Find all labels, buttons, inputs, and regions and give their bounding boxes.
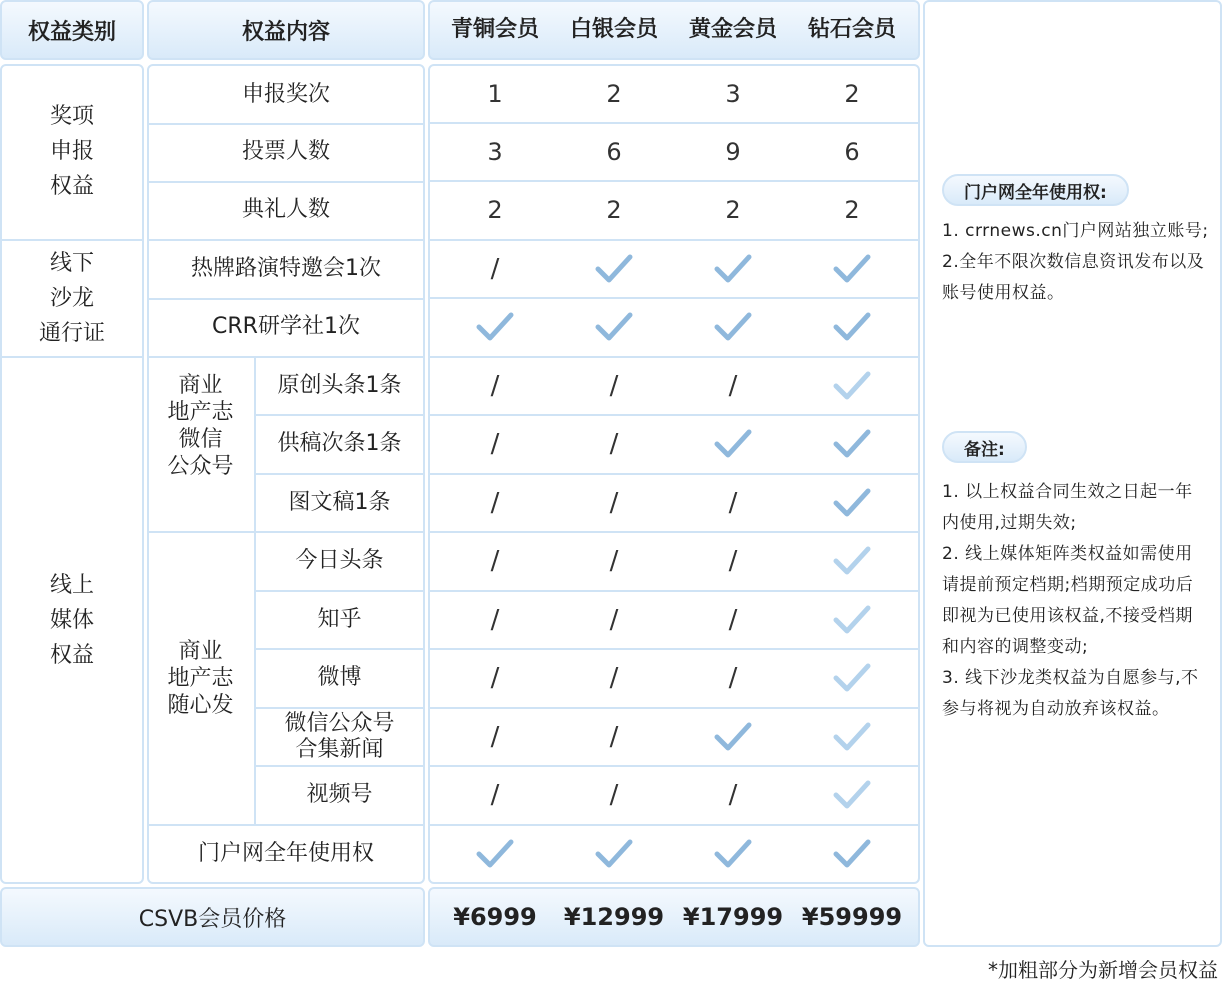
row-label: 热牌路演特邀会1次 [191, 256, 381, 282]
check-icon [793, 415, 911, 473]
not-included-mark: / [728, 546, 738, 576]
row-label: 图文稿1条 [288, 489, 391, 515]
price-silver: ¥12999 [563, 903, 665, 931]
header-category [0, 0, 144, 60]
check-icon [793, 591, 911, 648]
check-icon [793, 766, 911, 824]
tier-gold: 黄金会员 [688, 17, 777, 43]
not-included-mark: / [609, 546, 619, 576]
portal-title: 门户网全年使用权: [964, 182, 1107, 203]
price-values-box [428, 887, 920, 947]
category-award: 奖项 申报 权益 [49, 104, 94, 199]
footnote: *加粗部分为新增会员权益 [988, 958, 1218, 982]
notes-title-pill [942, 431, 1027, 463]
tier-bronze: 青铜会员 [450, 17, 539, 43]
check-icon [674, 415, 792, 473]
check-icon [555, 298, 673, 356]
row-label: 视频号 [306, 782, 373, 808]
not-included-mark: / [490, 780, 500, 810]
row-label: 典礼人数 [241, 197, 330, 223]
price-gold: ¥17999 [682, 903, 784, 931]
not-included-mark: / [609, 721, 619, 752]
row-label: 微博 [317, 665, 362, 691]
count-value: 9 [725, 138, 741, 166]
not-included-mark: / [490, 370, 500, 401]
price-label: CSVB会员价格 [138, 906, 287, 932]
check-icon [793, 649, 911, 707]
row-label: 今日头条 [295, 548, 384, 574]
not-included-mark: / [728, 370, 738, 401]
sidebar-panel [923, 0, 1222, 947]
check-icon [555, 240, 673, 298]
not-included-mark: / [728, 487, 738, 518]
check-icon [793, 240, 911, 298]
not-included-mark: / [490, 429, 500, 459]
check-icon [674, 708, 792, 765]
check-icon [674, 825, 792, 883]
count-value: 2 [487, 196, 503, 224]
count-value: 6 [844, 138, 860, 166]
price-label-box [0, 887, 425, 947]
group-random: 商业 地产志 随心发 [167, 639, 234, 718]
group-wechat: 商业 地产志 微信 公众号 [167, 373, 234, 479]
row-label: 微信公众号 合集新闻 [284, 710, 395, 762]
price-bronze: ¥6999 [453, 903, 537, 931]
count-value: 6 [606, 138, 622, 166]
not-included-mark: / [490, 546, 500, 576]
row-label: 门户网全年使用权 [197, 840, 374, 866]
category-online: 线上 媒体 权益 [49, 573, 94, 668]
check-icon [436, 825, 554, 883]
price-diamond: ¥59999 [801, 903, 903, 931]
row-label: 供稿次条1条 [277, 431, 402, 457]
not-included-mark: / [609, 663, 619, 693]
check-icon [674, 298, 792, 356]
header-tiers [428, 0, 920, 60]
check-icon [436, 298, 554, 356]
row-label: 申报奖次 [241, 82, 330, 108]
not-included-mark: / [609, 604, 619, 635]
not-included-mark: / [490, 663, 500, 693]
check-icon [793, 298, 911, 356]
count-value: 2 [844, 79, 860, 108]
not-included-mark: / [490, 254, 500, 284]
check-icon [793, 474, 911, 531]
notes-title: 备注: [964, 439, 1005, 460]
tier-diamond: 钻石会员 [807, 17, 896, 43]
not-included-mark: / [728, 780, 738, 810]
check-icon [793, 532, 911, 590]
check-icon [793, 357, 911, 414]
check-icon [674, 240, 792, 298]
check-icon [555, 825, 673, 883]
header-content-label: 权益内容 [241, 19, 330, 45]
count-value: 3 [725, 79, 741, 108]
not-included-mark: / [609, 370, 619, 401]
row-label: 原创头条1条 [277, 372, 402, 398]
not-included-mark: / [490, 721, 500, 752]
count-value: 2 [844, 196, 860, 224]
category-salon: 线下 沙龙 通行证 [38, 250, 105, 346]
not-included-mark: / [490, 487, 500, 518]
not-included-mark: / [609, 780, 619, 810]
check-icon [793, 708, 911, 765]
portal-title-pill [942, 174, 1129, 206]
tier-silver: 白银会员 [569, 17, 658, 43]
count-value: 3 [487, 138, 503, 166]
notes-text: 1. 以上权益合同生效之日起一年内使用,过期失效; 2. 线上媒体矩阵类权益如需使用请提前预定档期;档期预定成功后即视为已使用该权益,不接受档期和内容的调整变动; 3. 线下沙龙类权益为自愿参与,不参与将视为自动放弃该权益。 [942, 482, 1199, 719]
not-included-mark: / [609, 429, 619, 459]
not-included-mark: / [728, 604, 738, 635]
not-included-mark: / [490, 604, 500, 635]
row-label: CRR研学社1次 [212, 314, 360, 340]
portal-text: 1. crrnews.cn门户网站独立账号; 2.全年不限次数信息资讯发布以及账号使用权益。 [942, 221, 1209, 303]
count-value: 1 [487, 79, 503, 108]
count-value: 2 [606, 196, 622, 224]
not-included-mark: / [609, 487, 619, 518]
row-label: 投票人数 [241, 139, 330, 165]
check-icon [793, 825, 911, 883]
count-value: 2 [606, 79, 622, 108]
row-label: 知乎 [317, 606, 362, 632]
count-value: 2 [725, 196, 741, 224]
not-included-mark: / [728, 663, 738, 693]
header-content [147, 0, 425, 60]
header-category-label: 权益类别 [27, 19, 116, 45]
